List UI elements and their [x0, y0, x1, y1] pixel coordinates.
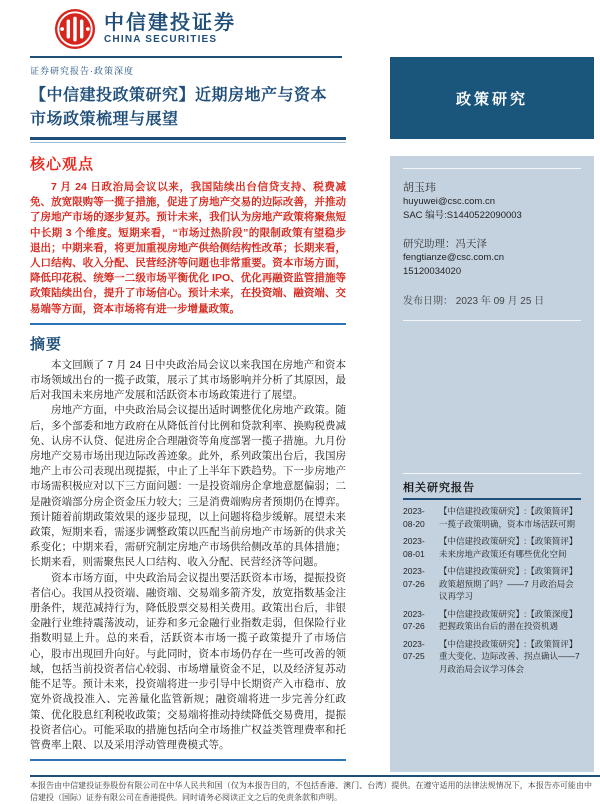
report-date: 2023-07-26 — [403, 566, 425, 589]
report-date: 2023-07-26 — [403, 608, 425, 631]
assistant-phone: 15120034020 — [403, 266, 462, 277]
related-report-item — [403, 505, 581, 530]
sidebar-spacer — [403, 321, 581, 473]
abstract-heading: 摘要 — [30, 335, 63, 353]
analyst-sac: SAC 编号:S1440522090003 — [403, 210, 522, 221]
section-divider — [30, 759, 346, 761]
related-report-item — [403, 608, 581, 633]
brand-text — [104, 12, 236, 46]
sidebar-divider — [403, 168, 581, 169]
main-column — [30, 64, 346, 761]
related-reports-divider — [403, 498, 581, 500]
related-report-item — [403, 565, 581, 603]
core-view-body: 7 月 24 日政治局会议以来，我国陆续出台信贷支持、税费减免、放宽限购等一揽子措施，促进了房地产交易的边际改善，并推动了房地产市场的逐步复苏。预计未来，我们认为房地产政策将聚焦短中长期 3 个维度。短期来看，“市场过热阶段”的限制政策有望稳步退出；中期来看，将更加重视房地产供给侧结构性改革；长期来看，人口结构、收入分配、民营经济等问题也非常重要。资本市场方面，降低印花税、统筹一二级市场平衡优化 IPO、优化再融资监管措施等政策陆续出台，提升了市场信心。预计未来，在投资端、融资端、交易端等方面，资本市场将有进一步增量政策。 — [30, 181, 346, 315]
footer-divider — [30, 775, 600, 777]
report-title: 【中信建投政策研究】:【政策深度】把握政策出台后的潜在投资机遇 — [439, 608, 578, 631]
section-divider — [30, 323, 346, 325]
footer-disclaimer: 本报告由中信建投证券股份有限公司在中华人民共和国（仅为本报告目的，不包括香港、澳门、台湾）提供。在遵守适用的法律法规情况下，本报告亦可能由中信建投（国际）证券有限公司在香港提供。同时请务必阅读正文之后的免责条款和声明。 — [30, 781, 592, 802]
report-date: 2023-08-01 — [403, 536, 425, 559]
category-box — [390, 57, 594, 139]
brand-name-cn: 中信建投证券 — [104, 12, 236, 34]
related-reports-heading: 相关研究报告 — [403, 482, 475, 494]
report-kicker: 证券研究报告·政策深度 — [30, 66, 134, 76]
assistant-label: 研究助理：冯天泽 — [403, 238, 487, 250]
related-report-item — [403, 638, 581, 676]
analyst-name: 胡玉玮 — [403, 182, 436, 194]
abstract-paragraph: 资本市场方面，中央政治局会议提出要活跃资本市场，提振投资者信心。我国从投资端、融资端、交易端多箭齐发，放宽指数基金注册条件，规范减持行为，降低股票交易相关费用。政策出台后，非银金融行业维持震荡波动，证券和多元金融行业指数走弱，但保险行业指数明显上升。总的来看，活跃资本市场一揽子政策提升了市场信心，股市出现回升向好。与此同时，资本市场仍存在一些可改善的领域，包括当前投资者信心较弱、市场增量资金不足，以及经济复苏动能不足等。预计未来，投资端将进一步引导中长期资产入市稳市、放宽外资战投准入、完善量化监管新规；融资端将进一步完善分红政策、优化股息红利税收政策；交易端将推动持续降低交易费用，提振投资者信心。可能采取的措施包括向全市场推广权益类管理费率和托管费率上限、以及采用浮动管理费模式等。 — [30, 571, 346, 751]
report-title: 【中信建投政策研究】:【政策简评】重大变化、边际改善、拐点确认——7 月政治局会议学习体会 — [439, 638, 580, 674]
report-title-line1: 【中信建投政策研究】近期房地产与资本 — [30, 87, 328, 104]
report-title: 【中信建投政策研究】:【政策简评】未来房地产政策还有哪些优化空间 — [439, 536, 578, 559]
sidebar — [390, 156, 594, 772]
abstract-paragraph: 房地产方面，中央政治局会议提出适时调整优化房地产政策。随后，多个部委和地方政府在从降低首付比例和贷款利率、换购税费减免、认房不认贷、促进房企合理融资等角度部署一揽子措施。九月份房地产交易市场出现边际改善迹象。此外，系列政策出台后，我国房地产上市公司表现出现提振，中止了上半年下跌趋势。下一步房地产市场需积极应对以下三方面问题：一是投资端房企拿地意愿偏弱；二是融资端部分房企资金压力较大；三是消费端购房者预期仍在博弈。预计随着前期政策效果的逐步显现，以上问题将稳步缓解。展望未来政策，短期来看，需逐步调整政策以匹配当前房地产市场新的供求关系变化；中期来看，需研究制定房地产市场供给侧改革的具体措施；长期来看，则需聚焦民人口结构、收入分配、民营经济等问题。 — [30, 404, 346, 569]
category-label: 政策研究 — [455, 90, 528, 108]
core-view-heading: 核心观点 — [30, 156, 95, 173]
related-report-item — [403, 535, 581, 560]
title-divider-thin — [30, 142, 346, 143]
brand-logo — [54, 8, 236, 50]
report-date: 2023-07-25 — [403, 638, 425, 661]
report-date: 2023-08-20 — [403, 506, 425, 529]
report-title: 【中信建投政策研究】:【政策简评】一揽子政策明确，资本市场活跃可期 — [439, 506, 578, 529]
report-title-line2: 市场政策梳理与展望 — [30, 111, 179, 128]
abstract-paragraph: 本文回顾了 7 月 24 日中央政治局会议以来我国在房地产和资本市场领域出台的一揽子政策，展示了其市场影响并分析了其原因，最后对我国未来房地产发展和活跃资本市场政策进行了展望。 — [30, 358, 346, 402]
brand-name-en: CHINA SECURITIES — [104, 34, 218, 45]
title-divider-thick — [30, 137, 346, 140]
header-divider — [30, 56, 342, 58]
publish-date: 发布日期： 2023 年 09 月 25 日 — [403, 296, 545, 307]
sidebar-divider — [403, 473, 581, 474]
analyst-email: huyuwei@csc.com.cn — [403, 196, 496, 207]
csc-logo-icon — [54, 8, 96, 50]
report-title: 【中信建投政策研究】:【政策简评】政策超预期了吗？——7 月政治局会议再学习 — [439, 566, 578, 601]
assistant-email: fengtianze@csc.com.cn — [403, 252, 504, 263]
